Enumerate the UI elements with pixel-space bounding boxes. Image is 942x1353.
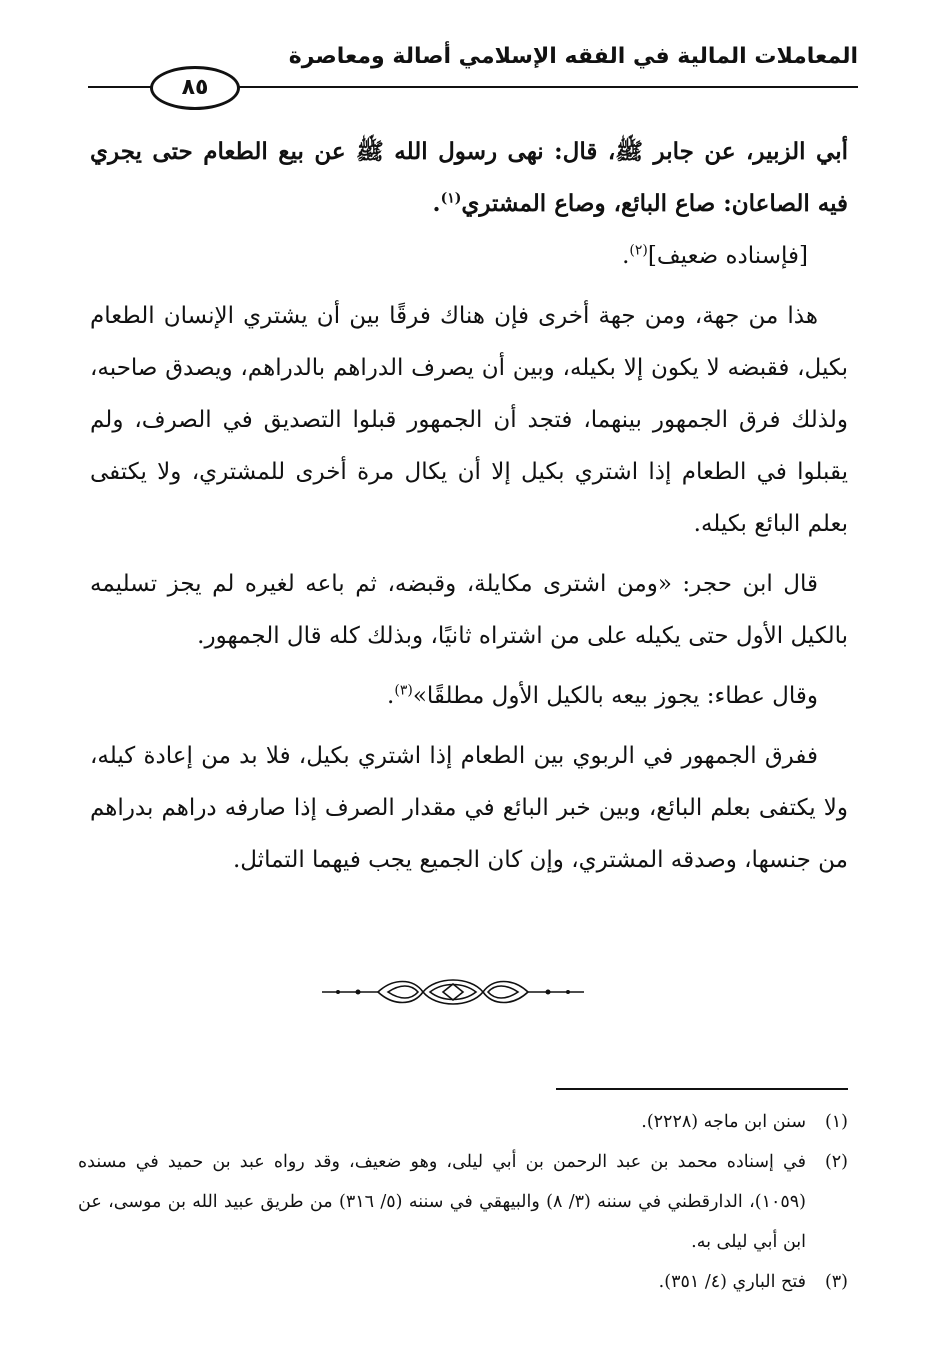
footnote-number: (٣) bbox=[824, 1272, 848, 1292]
hadith-paragraph bbox=[90, 126, 848, 230]
paragraph-1: هذا من جهة، ومن جهة أخرى فإن هناك فرقًا بين أن يشتري الإنسان الطعام بكيل، فقبضه لا يكون إلا بكيله، وبين أن يصرف الدراهم بالدراهم، ويصدق صاحبه، ولذلك فرق الجمهور بينهما، فتجد أن الجمهور قبلوا التصديق في الصرف، ولم يقبلوا في الطعام إذا اشتري بكيل إلا أن يكال مرة أخرى للمشتري، ولا يكتفى بعلم البائع بكيله. bbox=[90, 303, 848, 537]
footnote-text: سنن ابن ماجه (٢٢٢٨). bbox=[641, 1112, 806, 1132]
footnote-number: (٢) bbox=[824, 1152, 848, 1172]
footnote-item bbox=[78, 1262, 848, 1302]
main-text bbox=[90, 126, 848, 886]
footnotes bbox=[78, 1102, 848, 1302]
hadith-line-2: فيه الصاعان: صاع البائع، وصاع المشتري bbox=[461, 190, 848, 217]
footnote-ref-2[interactable]: (٢) bbox=[629, 242, 648, 259]
footnote-item bbox=[78, 1102, 848, 1142]
grade-period: . bbox=[622, 243, 630, 269]
page-number-badge: ٨٥ bbox=[150, 66, 240, 110]
ornament-divider-icon bbox=[318, 972, 588, 1012]
footnote-text: في إسناده محمد بن عبد الرحمن بن أبي ليلى، وهو ضعيف، وقد رواه عبد بن حميد في مسنده (١٠٥٩)، الدارقطني في سننه (٣/ ٨) والبيهقي في سننه (٥/ ٣١٦) من طريق عبيد الله بن موسى، عن ابن أبي ليلى به. bbox=[78, 1152, 806, 1252]
paragraph-2: قال ابن حجر: «ومن اشترى مكايلة، وقبضه، ثم باعه لغيره لم يجز تسليمه بالكيل الأول حتى يكيله على من اشتراه ثانيًا، وبذلك كله قال الجمهور. bbox=[90, 571, 848, 649]
running-header-title: المعاملات المالية في الفقه الإسلامي أصالة ومعاصرة bbox=[288, 44, 858, 69]
footnote-ref-1[interactable]: (١) bbox=[440, 190, 462, 207]
footnote-separator bbox=[556, 1088, 848, 1090]
grade-text: [فإسناده ضعيف] bbox=[647, 243, 808, 269]
paragraph-3-period: . bbox=[387, 683, 395, 709]
hadith-period: . bbox=[432, 190, 441, 217]
footnote-ref-3[interactable]: (٣) bbox=[394, 682, 413, 699]
paragraph-3 bbox=[90, 670, 848, 722]
footnote-text: فتح الباري (٤/ ٣٥١). bbox=[658, 1272, 806, 1292]
footnote-item bbox=[78, 1142, 848, 1262]
paragraph-4: ففرق الجمهور في الربوي بين الطعام إذا اشتري بكيل، فلا بد من إعادة كيله، ولا يكتفى بعلم البائع، وبين خبر البائع في مقدار الصرف إذا صارفه دراهم بدراهم من جنسها، وصدقه المشتري، وإن كان الجميع يجب فيهما التماثل. bbox=[90, 743, 848, 873]
paragraph-3-text: وقال عطاء: يجوز بيعه بالكيل الأول مطلقًا» bbox=[412, 683, 818, 709]
hadith-line-1: أبي الزبير، عن جابر ﷺ، قال: نهى رسول الله ﷺ عن بيع الطعام حتى يجري bbox=[90, 138, 848, 165]
grade-note bbox=[90, 230, 848, 282]
footnote-number: (١) bbox=[824, 1112, 848, 1132]
